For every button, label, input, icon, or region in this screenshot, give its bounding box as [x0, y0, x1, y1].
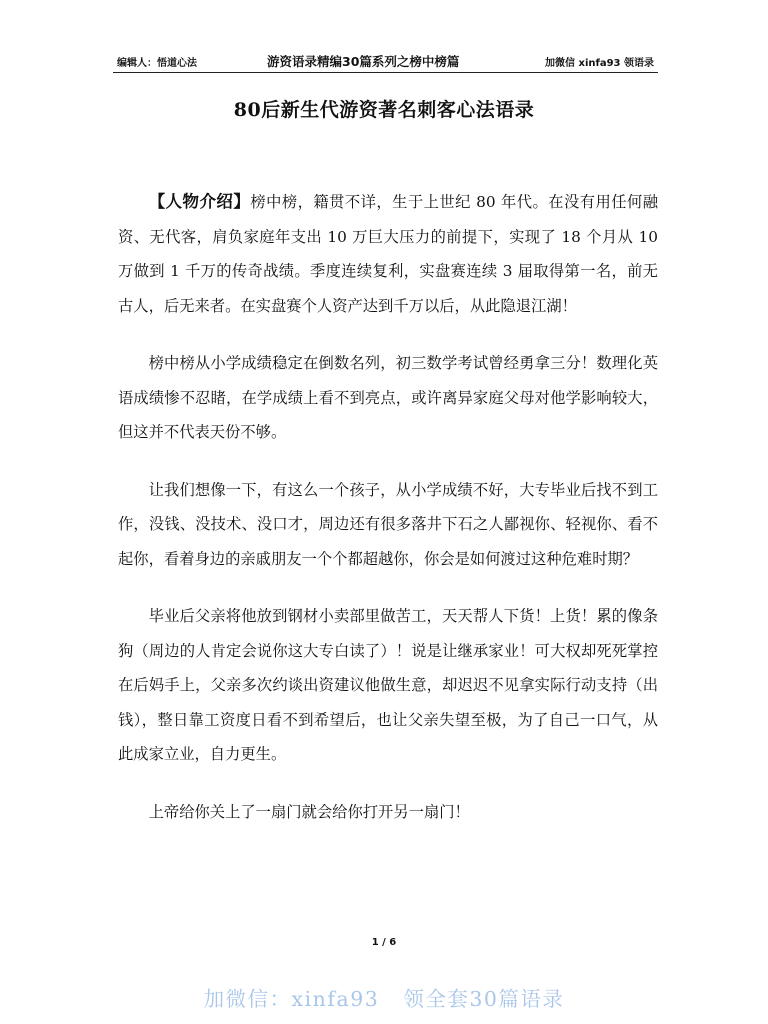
- page-number: 1 / 6: [371, 937, 397, 948]
- header-editor: 编辑人：悟道心法: [117, 58, 197, 69]
- intro-text: 榜中榜，籍贯不详，生于上世纪 80 年代。在没有用任何融资、无代客，肩负家庭年支出 10 万巨大压力的前提下，实现了 18 个月从 10 万做到 1 千万的传奇战绩。季度连续复利，实盘赛连续 3 届取得第一名，前无古人，后无来者。在实盘赛个人资产达到千万以后，从此隐退江湖！: [118, 193, 658, 315]
- page-header: [113, 50, 658, 73]
- header-series-title: 游资语录精编30篇系列之榜中榜篇: [267, 54, 460, 69]
- watermark-text: 加微信：xinfa93 领全套30篇语录: [203, 987, 565, 1011]
- paragraph-2: 榜中榜从小学成绩稳定在倒数名列，初三数学考试曾经勇拿三分！数理化英语成绩惨不忍睹，在学成绩上看不到亮点，或许离异家庭父母对他学影响较大，但这并不代表天份不够。: [118, 354, 658, 441]
- paragraph-4: 毕业后父亲将他放到钢材小卖部里做苦工，天天帮人下货！上货！累的像条狗（周边的人肯定会说你这大专白读了）！说是让继承家业！可大权却死死掌控在后妈手上，父亲多次约谈出资建议他做生意，却迟迟不见拿实际行动支持（出钱），整日靠工资度日看不到希望后，也让父亲失望至极，为了自己一口气，从此成家立业，自力更生。: [118, 607, 658, 763]
- document-title: 80后新生代游资著名刺客心法语录: [233, 99, 535, 121]
- paragraph-intro: [118, 185, 658, 323]
- document-body: [118, 185, 658, 852]
- header-contact: 加微信 xinfa93 领语录: [545, 58, 654, 69]
- paragraph-3: 让我们想像一下，有这么一个孩子，从小学成绩不好，大专毕业后找不到工作，没钱、没技术、没口才，周边还有很多落井下石之人鄙视你、轻视你、看不起你，看着身边的亲戚朋友一个个都超越你，你会是如何渡过这种危难时期？: [118, 480, 658, 568]
- intro-label: 【人物介绍】: [148, 192, 251, 211]
- paragraph-5: 上帝给你关上了一扇门就会给你打开另一扇门！: [148, 802, 470, 821]
